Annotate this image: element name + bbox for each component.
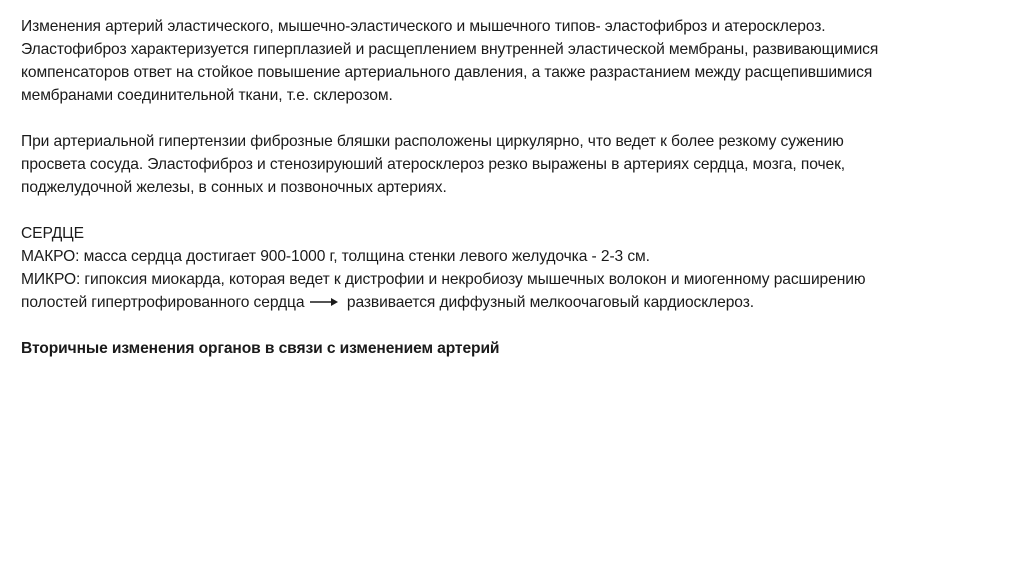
macro-line: МАКРО: масса сердца достигает 900-1000 г, толщина стенки левого желудочка - 2-3 см.	[21, 248, 650, 265]
micro-line-end: развивается диффузный мелкоочаговый кардиосклероз.	[346, 294, 754, 311]
text-line: мембранами соединительной ткани, т.е. склерозом.	[21, 87, 393, 104]
paragraph-hypertension	[21, 130, 1006, 199]
text-line: При артериальной гипертензии фиброзные бляшки расположены циркулярно, что ведет к более резкому сужению	[21, 133, 844, 150]
secondary-changes-heading: Вторичные изменения органов в связи с изменением артерий	[21, 340, 500, 357]
arrow-right-icon	[309, 296, 339, 308]
slide-content	[21, 15, 1006, 360]
paragraph-elastofibrosis	[21, 15, 1006, 107]
spacer	[21, 314, 1006, 337]
micro-line-continued	[21, 291, 1006, 314]
micro-line-start: полостей гипертрофированного сердца	[21, 294, 305, 311]
text-line: просвета сосуда. Эластофиброз и стенозируюший атеросклероз резко выражены в артериях сердца, мозга, почек,	[21, 156, 846, 173]
spacer	[21, 107, 1006, 130]
paragraph-heart	[21, 222, 1006, 314]
spacer	[21, 199, 1006, 222]
micro-line: МИКРО: гипоксия миокарда, которая ведет к дистрофии и некробиозу мышечных волокон и миогенному расширению	[21, 271, 866, 288]
text-line: Изменения артерий эластического, мышечно-эластического и мышечного типов- эластофиброз и атеросклероз.	[21, 18, 826, 35]
heart-heading: СЕРДЦЕ	[21, 225, 84, 242]
text-line: компенсаторов ответ на стойкое повышение артериального давления, а также разрастанием между расщепившимися	[21, 64, 873, 81]
text-line: поджелудочной железы, в сонных и позвоночных артериях.	[21, 179, 447, 196]
text-line: Эластофиброз характеризуется гиперплазией и расщеплением внутренней эластической мембраны, развивающимися	[21, 41, 879, 58]
